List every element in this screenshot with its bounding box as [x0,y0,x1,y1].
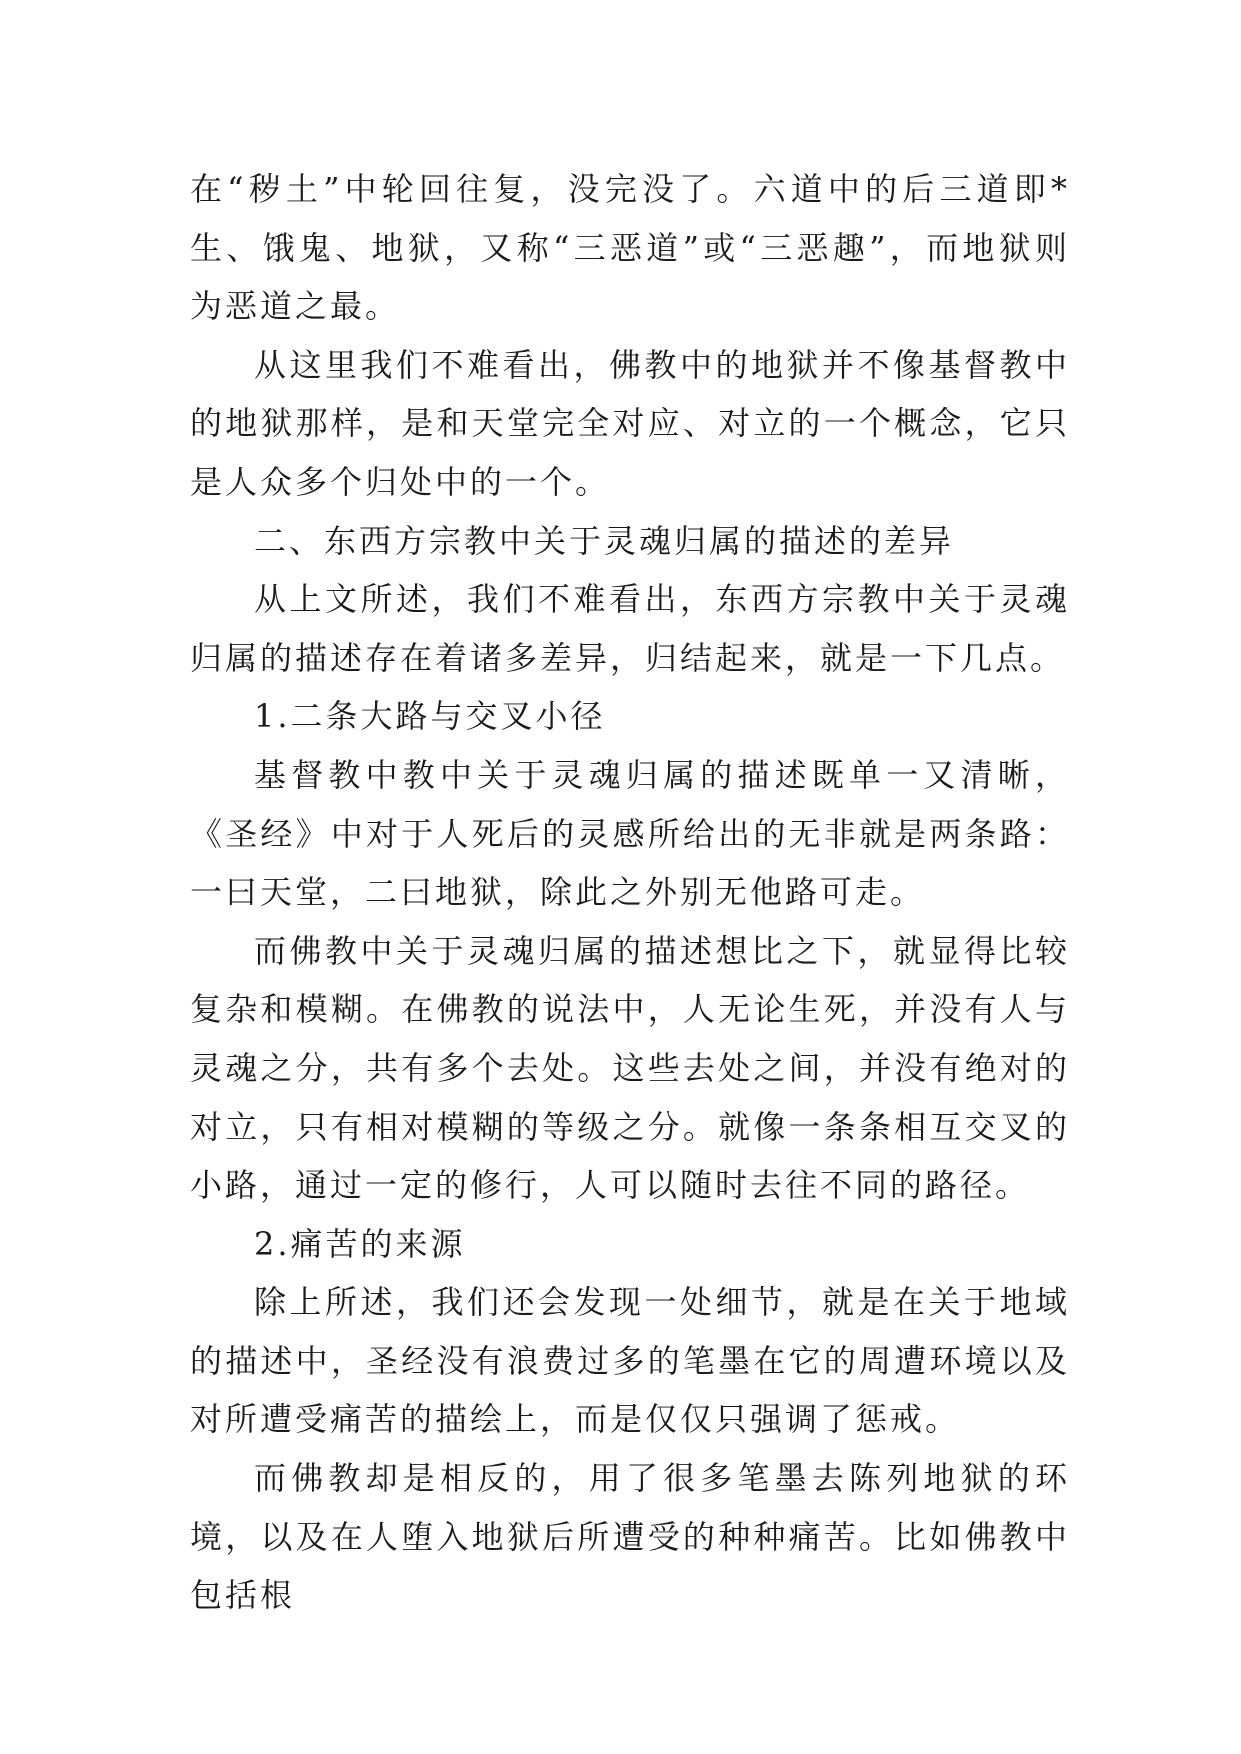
paragraph-3: 从上文所述，我们不难看出，东西方宗教中关于灵魂归属的描述存在着诸多差异，归结起来，就是一下几点。 [190,580,1070,677]
paragraph-1: 在“秽土”中轮回往复，没完没了。六道中的后三道即*生、饿鬼、地狱，又称“三恶道”或“三恶趣”，而地狱则为恶道之最。 [190,170,1070,326]
paragraph-6: 除上所述，我们还会发现一处细节，就是在关于地域的描述中，圣经没有浪费过多的笔墨在它的周遭环境以及对所遭受痛苦的描绘上，而是仅仅只强调了惩戒。 [190,1283,1070,1439]
paragraph-5: 而佛教中关于灵魂归属的描述想比之下，就显得比较复杂和模糊。在佛教的说法中，人无论生死，并没有人与灵魂之分，共有多个去处。这些去处之间，并没有绝对的对立，只有相对模糊的等级之分。就像一条条相互交叉的小路，通过一定的修行，人可以随时去往不同的路径。 [190,931,1070,1205]
subheading-1: 1.二条大路与交叉小径 [254,697,606,736]
paragraph-2: 从这里我们不难看出，佛教中的地狱并不像基督教中的地狱那样，是和天堂完全对应、对立的一个概念，它只是人众多个归处中的一个。 [190,345,1070,501]
paragraph-7: 而佛教却是相反的，用了很多笔墨去陈列地狱的环境，以及在人堕入地狱后所遭受的种种痛苦。比如佛教中包括根 [190,1459,1070,1615]
section-heading-2: 二、东西方宗教中关于灵魂归属的描述的差异 [254,521,955,560]
body-text [190,160,1070,1625]
paragraph-4: 基督教中教中关于灵魂归属的描述既单一又清晰，《圣经》中对于人死后的灵感所给出的无非就是两条路：一曰天堂，二曰地狱，除此之外别无他路可走。 [190,755,1070,912]
subheading-2: 2.痛苦的来源 [254,1224,466,1263]
